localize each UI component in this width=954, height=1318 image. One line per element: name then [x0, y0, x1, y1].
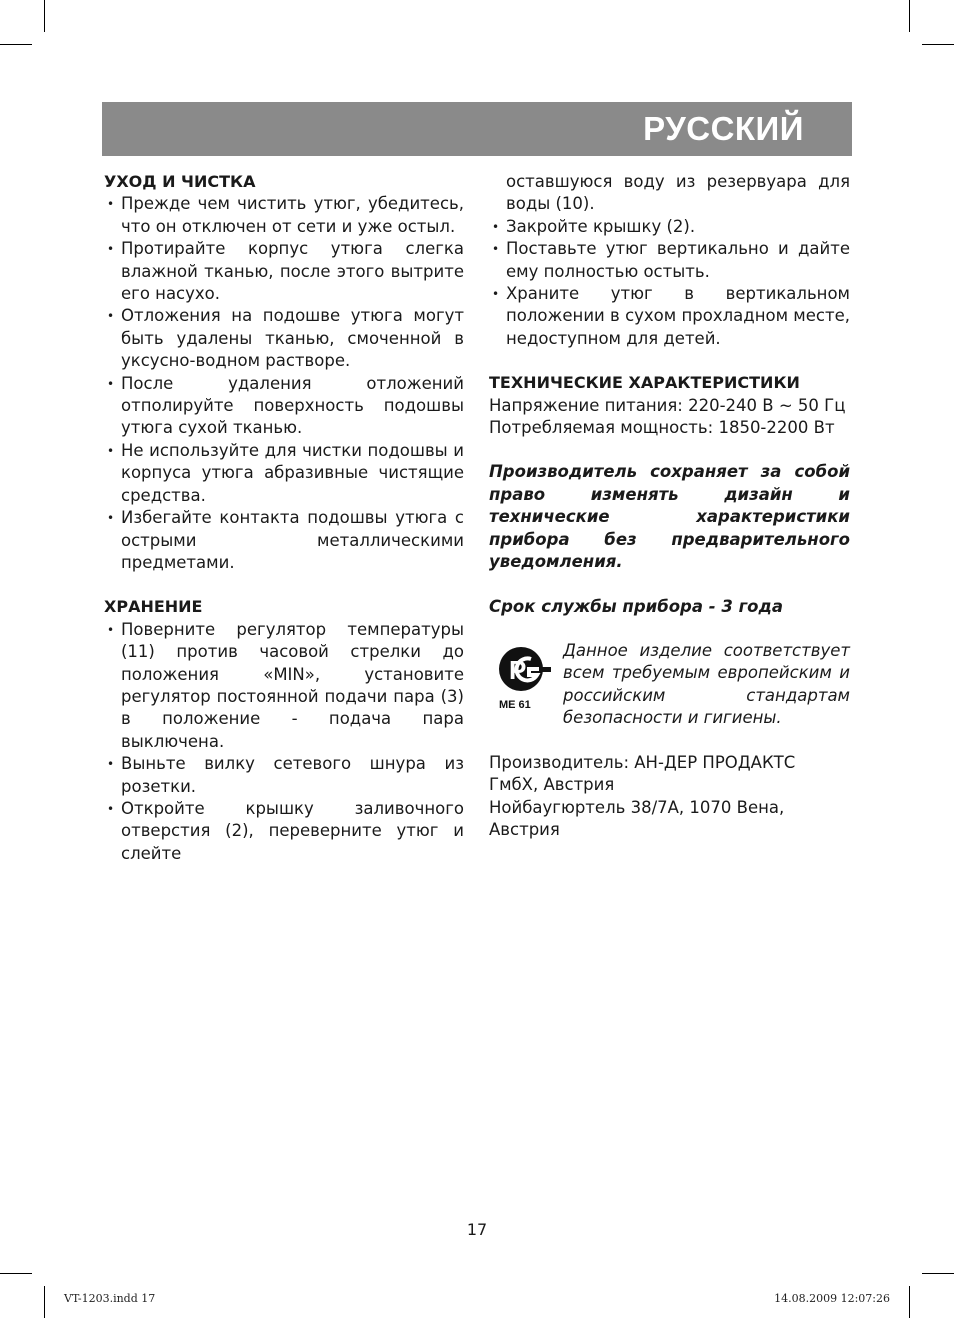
cert-code: МЕ 61 — [499, 698, 531, 711]
left-column — [104, 171, 464, 865]
crop-mark — [0, 1273, 32, 1274]
storage-list — [104, 619, 464, 865]
crop-mark — [909, 1286, 910, 1318]
list-item: • После удаления отложений отполируйте поверхность подошвы утюга сухой тканью. — [104, 373, 464, 440]
print-timestamp: 14.08.2009 12:07:26 — [774, 1292, 890, 1305]
manufacturer-line: Производитель: АН-ДЕР ПРОДАКТС — [489, 752, 796, 772]
list-item: • Закройте крышку (2). — [489, 216, 850, 238]
list-item: • Избегайте контакта подошвы утюга с острыми металлическими предметами. — [104, 507, 464, 574]
right-column — [489, 171, 850, 842]
list-item: • Поставьте утюг вертикально и дайте ему полностью остыть. — [489, 238, 850, 283]
certification-text: Данное изделие соответствует всем требуемым европейским и российским стандартам безопасности и гигиены. — [563, 640, 850, 728]
manufacturer-line: ГмбХ, Австрия — [489, 775, 615, 795]
care-list — [104, 193, 464, 574]
storage-list-continued — [489, 216, 850, 350]
page-number: 17 — [466, 1220, 488, 1239]
list-item: • Не используйте для чистки подошвы и корпуса утюга абразивные чистящие средства. — [104, 440, 464, 507]
manufacturer-country: Австрия — [489, 820, 560, 840]
list-item: • Поверните регулятор температуры (11) против часовой стрелки до положения «MIN», установите регулятор постоянной подачи пара (3) в положение - подача пара выключена. — [104, 619, 464, 753]
crop-mark — [909, 0, 910, 32]
list-item: • Храните утюг в вертикальном положении в сухом прохладном месте, недоступном для детей. — [489, 283, 850, 350]
section-heading-specs: ТЕХНИЧЕСКИЕ ХАРАКТЕРИСТИКИ — [489, 373, 800, 393]
list-item: • Отложения на подошве утюга могут быть удалены тканью, смоченной в уксусно-водном растворе. — [104, 305, 464, 372]
list-item: • Выньте вилку сетевого шнура из розетки. — [104, 753, 464, 798]
spec-power: Потребляемая мощность: 1850-2200 Вт — [489, 418, 835, 438]
section-heading-care: УХОД И ЧИСТКА — [104, 172, 256, 191]
section-heading-storage: ХРАНЕНИЕ — [104, 597, 203, 617]
crop-mark — [922, 1273, 954, 1274]
spec-voltage: Напряжение питания: 220-240 В ~ 50 Гц — [489, 395, 846, 415]
file-info: VT-1203.indd 17 — [64, 1292, 156, 1305]
crop-mark — [922, 44, 954, 45]
language-banner — [102, 102, 852, 156]
page-title: РУССКИЙ — [643, 110, 804, 147]
crop-mark — [44, 1286, 45, 1318]
list-item: • Откройте крышку заливочного отверстия (2), переверните утюг и слейте — [104, 798, 464, 865]
svg-text:Р: Р — [509, 654, 527, 685]
service-life: Срок службы прибора - 3 года — [489, 596, 783, 616]
crop-mark — [44, 0, 45, 32]
design-change-notice: Производитель сохраняет за собой право изменять дизайн и технические характеристики прибора без предварительного уведомления. — [489, 462, 850, 572]
list-item: • Протирайте корпус утюга слегка влажной тканью, после этого вытрите его насухо. — [104, 238, 464, 305]
list-item: • Прежде чем чистить утюг, убедитесь, что он отключен от сети и уже остыл. — [104, 193, 464, 238]
crop-mark — [0, 44, 32, 45]
list-item-continuation: оставшуюся воду из резервуара для воды (10). — [506, 172, 850, 214]
rst-certification-logo — [495, 642, 553, 712]
certification-block — [489, 640, 850, 730]
manufacturer-address: Нойбаугюртель 38/7А, 1070 Вена, — [489, 797, 785, 817]
